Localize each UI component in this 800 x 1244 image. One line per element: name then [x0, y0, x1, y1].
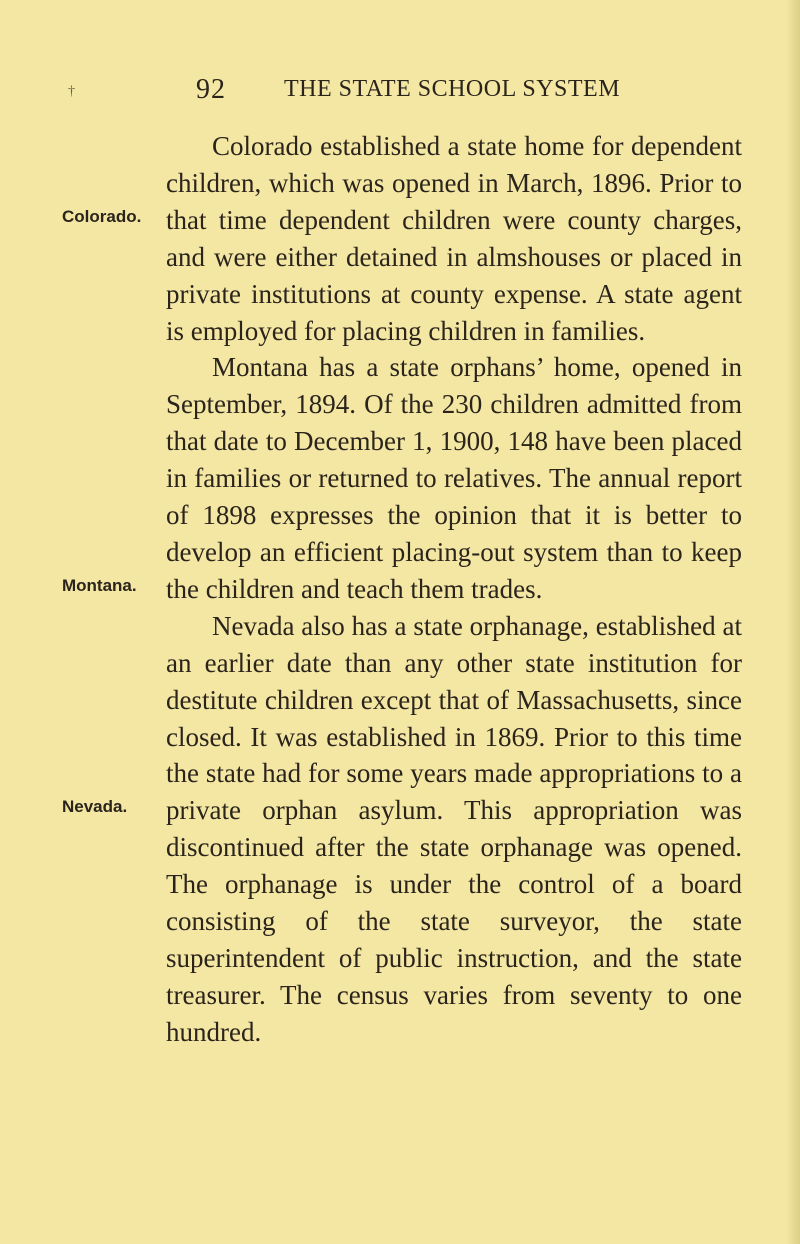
paragraph-colorado: Colorado established a state home for dependent children, which was opened in March, 1896. Prior to that time dependent children were county charges, and were either detained in almshouses or placed in private institutions at county expense. A state agent is employed for placing children in families.: [166, 131, 742, 346]
page-header: [0, 74, 800, 114]
margin-note-nevada: Nevada.: [62, 797, 128, 816]
printer-mark-icon: †: [68, 84, 75, 99]
margin-note-montana: Montana.: [62, 576, 137, 595]
paragraph-nevada: Nevada also has a state orphanage, established at an earlier date than any other state institution for destitute children except that of Massachusetts, since closed. It was established in 1869. Prior to this time the state had for some years made appropriations to a private orphan asylum. This appropriation was discontinued after the state orphanage was opened. The orphanage is under the control of a board consisting of the state surveyor, the state superintendent of public instruction, and the state treasurer. The census varies from seventy to one hundred.: [166, 610, 742, 1047]
body-text: [166, 128, 742, 1051]
page-edge-shadow: [786, 0, 800, 1244]
running-head: THE STATE SCHOOL SYSTEM: [284, 76, 621, 102]
page-number: 92: [196, 74, 226, 105]
paragraph-montana: Montana has a state orphans’ home, opened in September, 1894. Of the 230 children admitted from that date to December 1, 1900, 148 have been placed in families or returned to relatives. The annual report of 1898 expresses the opinion that it is better to develop an efficient placing-out system than to keep the children and teach them trades.: [166, 352, 742, 604]
margin-note-colorado: Colorado.: [62, 207, 142, 226]
